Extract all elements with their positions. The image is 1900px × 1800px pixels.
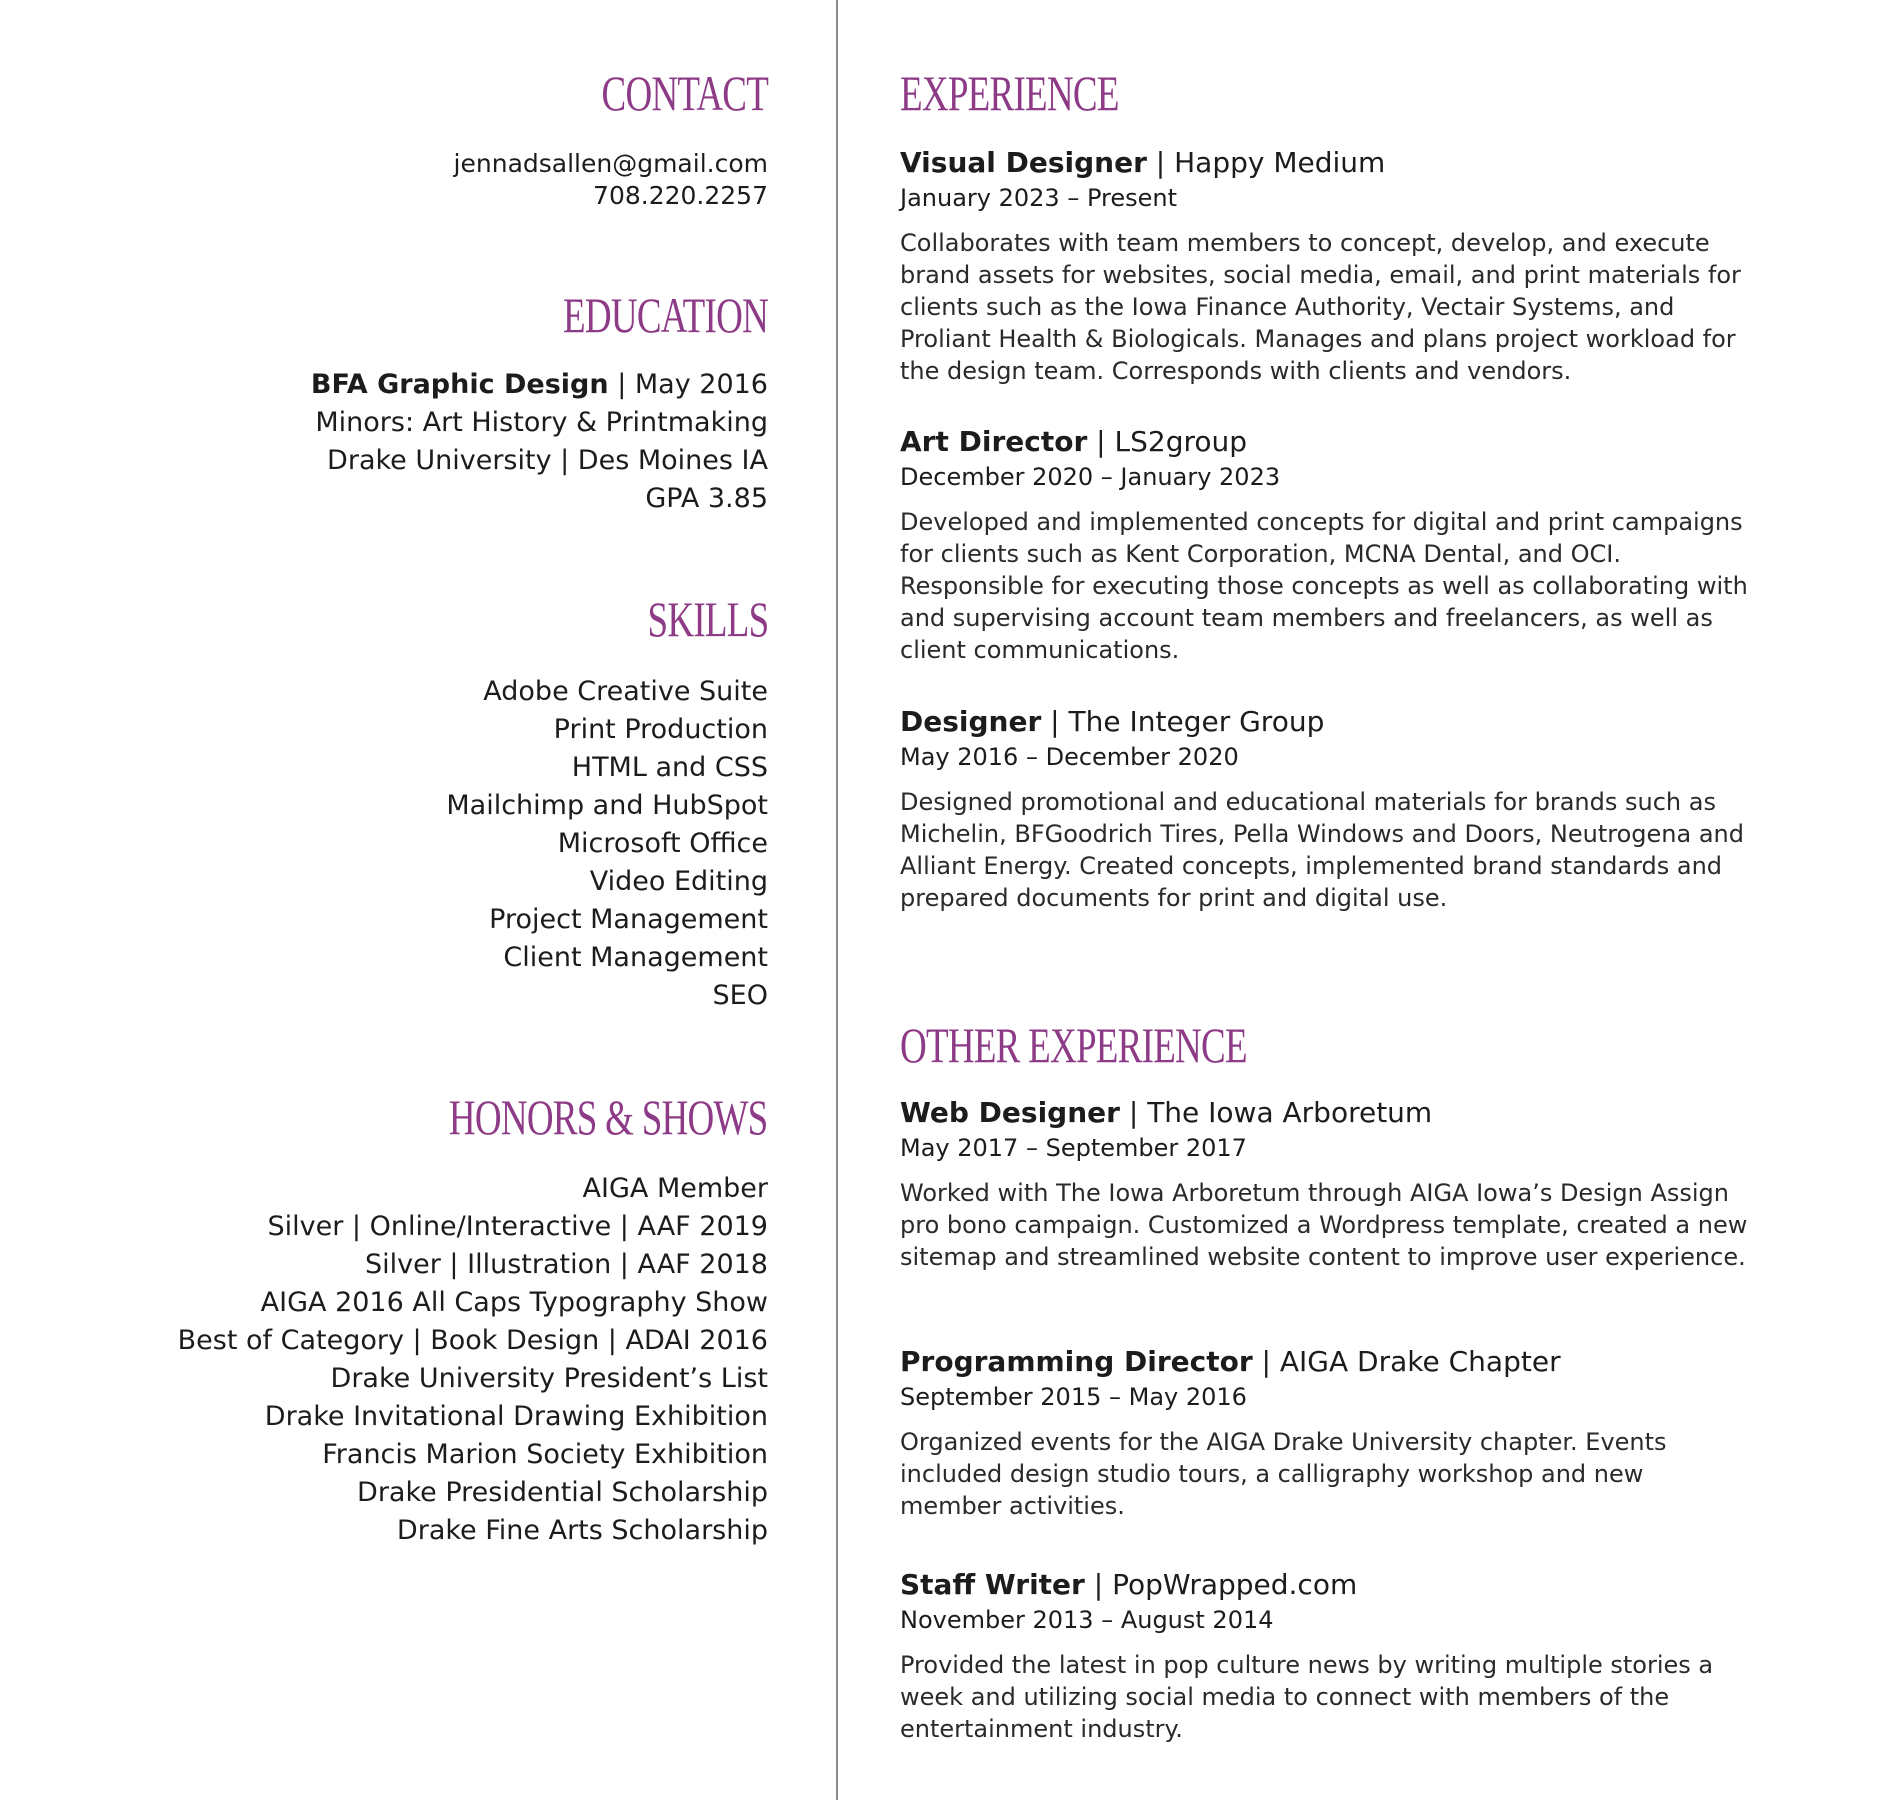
- honor-item: Drake Presidential Scholarship: [357, 1477, 768, 1508]
- contact-phone[interactable]: 708.220.2257: [593, 181, 768, 210]
- honors-heading: HONORS & SHOWS: [449, 1089, 768, 1145]
- honor-item: Francis Marion Society Exhibition: [322, 1439, 768, 1470]
- experience-job: [900, 424, 1860, 666]
- job-description: Organized events for the AIGA Drake University chapter. Events included design studio tours, a calligraphy workshop and new member activities.: [900, 1428, 1667, 1520]
- job-dates: December 2020 – January 2023: [900, 463, 1281, 491]
- job-company: | LS2group: [1087, 425, 1248, 458]
- job-company: | The Iowa Arboretum: [1119, 1096, 1433, 1129]
- honor-item: AIGA Member: [582, 1173, 768, 1204]
- skill-item: Print Production: [553, 714, 768, 745]
- education-block: [80, 366, 768, 518]
- job-title: Programming Director: [900, 1345, 1253, 1378]
- job-company: | Happy Medium: [1146, 146, 1386, 179]
- honor-item: Silver | Online/Interactive | AAF 2019: [267, 1211, 768, 1242]
- contact-heading: CONTACT: [601, 65, 768, 121]
- job-title: Staff Writer: [900, 1568, 1085, 1601]
- other-experience-job: [900, 1095, 1860, 1273]
- job-description: Collaborates with team members to concept, develop, and execute brand assets for websites, social media, email, and print materials for clients such as the Iowa Finance Authority, Vectair Systems, and Proliant Health & Biologicals. Manages and plans project workload for the design team. Corresponds with clients and vendors.: [900, 229, 1741, 385]
- skill-item: HTML and CSS: [571, 752, 768, 783]
- skill-item: Client Management: [503, 942, 768, 973]
- job-company: | The Integer Group: [1041, 705, 1325, 738]
- honor-item: Silver | Illustration | AAF 2018: [365, 1249, 768, 1280]
- other-experience-heading: OTHER EXPERIENCE: [900, 1017, 1247, 1073]
- contact-email[interactable]: jennadsallen@gmail.com: [453, 149, 768, 178]
- job-description: Provided the latest in pop culture news by writing multiple stories a week and utilizing social media to connect with members of the entertainment industry.: [900, 1651, 1714, 1743]
- education-gpa: GPA 3.85: [645, 483, 768, 514]
- education-minors: Minors: Art History & Printmaking: [315, 407, 768, 438]
- job-company: | PopWrapped.com: [1084, 1568, 1358, 1601]
- skill-item: Adobe Creative Suite: [483, 676, 768, 707]
- honor-item: Drake University President’s List: [330, 1363, 768, 1394]
- job-dates: January 2023 – Present: [900, 184, 1177, 212]
- honor-item: AIGA 2016 All Caps Typography Show: [260, 1287, 768, 1318]
- skill-item: Video Editing: [589, 866, 768, 897]
- honors-list: [80, 1170, 768, 1550]
- job-title: Web Designer: [900, 1096, 1120, 1129]
- education-degree-date: | May 2016: [608, 369, 768, 400]
- job-dates: May 2017 – September 2017: [900, 1134, 1247, 1162]
- education-heading: EDUCATION: [562, 287, 768, 343]
- education-degree-line: [80, 366, 768, 404]
- job-company: | AIGA Drake Chapter: [1252, 1345, 1561, 1378]
- job-title-line: [900, 424, 1860, 460]
- honor-item: Best of Category | Book Design | ADAI 2016: [177, 1325, 768, 1356]
- honor-item: Drake Invitational Drawing Exhibition: [264, 1401, 768, 1432]
- skills-heading: SKILLS: [647, 591, 768, 647]
- job-title-line: [900, 1567, 1860, 1603]
- job-title: Designer: [900, 705, 1042, 738]
- experience-job: [900, 145, 1860, 387]
- job-description: Designed promotional and educational materials for brands such as Michelin, BFGoodrich Tires, Pella Windows and Doors, Neutrogena and Alliant Energy. Created concepts, implemented brand standards and prepared documents for print and digital use.: [900, 788, 1744, 912]
- job-title-line: [900, 704, 1860, 740]
- experience-heading: EXPERIENCE: [900, 65, 1119, 121]
- job-dates: May 2016 – December 2020: [900, 743, 1239, 771]
- job-description: Developed and implemented concepts for digital and print campaigns for clients such as Kent Corporation, MCNA Dental, and OCI. Responsible for executing those concepts as well as collaborating with and supervising account team members and freelancers, as well as client communications.: [900, 508, 1748, 664]
- job-title: Art Director: [900, 425, 1088, 458]
- skill-item: Microsoft Office: [557, 828, 768, 859]
- skill-item: Mailchimp and HubSpot: [446, 790, 768, 821]
- honor-item: Drake Fine Arts Scholarship: [396, 1515, 768, 1546]
- job-dates: November 2013 – August 2014: [900, 1606, 1274, 1634]
- job-dates: September 2015 – May 2016: [900, 1383, 1247, 1411]
- skill-item: SEO: [712, 980, 768, 1011]
- job-title-line: [900, 1095, 1860, 1131]
- education-degree: BFA Graphic Design: [310, 369, 609, 400]
- job-title: Visual Designer: [900, 146, 1147, 179]
- skills-list: [80, 673, 768, 1015]
- skill-item: Project Management: [489, 904, 768, 935]
- contact-block: [80, 148, 768, 212]
- job-title-line: [900, 145, 1860, 181]
- education-school: Drake University | Des Moines IA: [327, 445, 768, 476]
- column-divider: [836, 0, 838, 1800]
- other-experience-job: [900, 1344, 1860, 1522]
- experience-job: [900, 704, 1860, 914]
- job-title-line: [900, 1344, 1860, 1380]
- job-description: Worked with The Iowa Arboretum through AIGA Iowa’s Design Assign pro bono campaign. Customized a Wordpress template, created a new sitemap and streamlined website content to improve user experience.: [900, 1179, 1748, 1271]
- other-experience-job: [900, 1567, 1860, 1745]
